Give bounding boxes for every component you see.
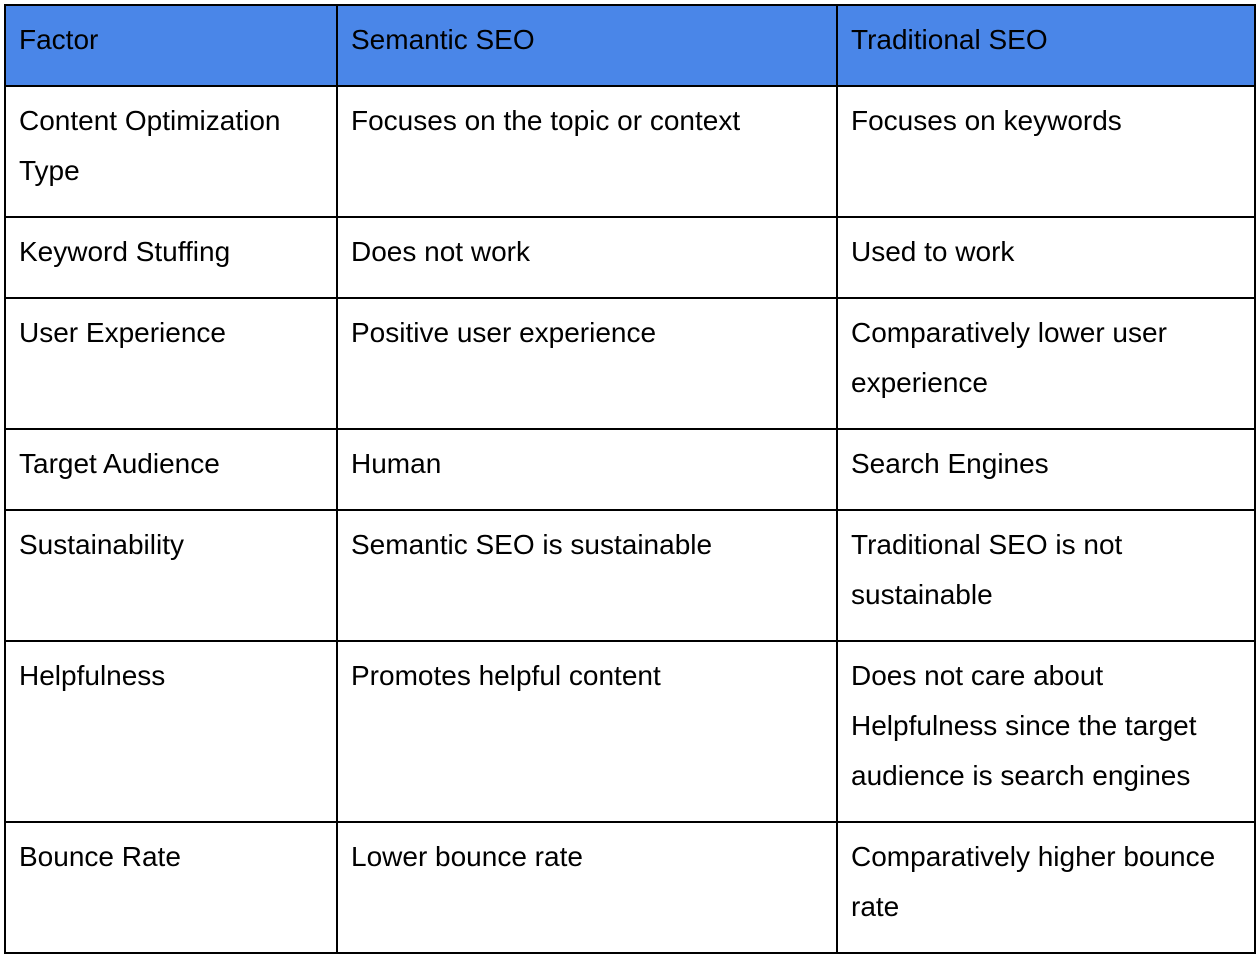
cell-semantic: Does not work <box>337 217 837 298</box>
cell-traditional: Used to work <box>837 217 1255 298</box>
cell-traditional: Comparatively lower user experience <box>837 298 1255 429</box>
header-factor: Factor <box>5 5 337 86</box>
cell-traditional: Search Engines <box>837 429 1255 510</box>
cell-semantic: Positive user experience <box>337 298 837 429</box>
cell-factor: Keyword Stuffing <box>5 217 337 298</box>
cell-traditional: Does not care about Helpfulness since the target audience is search engines <box>837 641 1255 822</box>
cell-factor: Content Optimization Type <box>5 86 337 217</box>
cell-factor: User Experience <box>5 298 337 429</box>
table-row <box>5 86 1255 217</box>
table-row <box>5 298 1255 429</box>
cell-traditional: Focuses on keywords <box>837 86 1255 217</box>
table-header <box>5 5 1255 86</box>
seo-comparison-table <box>4 4 1256 954</box>
header-semantic-seo: Semantic SEO <box>337 5 837 86</box>
table-row <box>5 822 1255 953</box>
cell-semantic: Human <box>337 429 837 510</box>
cell-semantic: Focuses on the topic or context <box>337 86 837 217</box>
table-body <box>5 86 1255 953</box>
cell-semantic: Promotes helpful content <box>337 641 837 822</box>
cell-semantic: Semantic SEO is sustainable <box>337 510 837 641</box>
table-row <box>5 217 1255 298</box>
cell-factor: Sustainability <box>5 510 337 641</box>
cell-factor: Helpfulness <box>5 641 337 822</box>
table-row <box>5 641 1255 822</box>
cell-traditional: Comparatively higher bounce rate <box>837 822 1255 953</box>
table-row <box>5 429 1255 510</box>
header-traditional-seo: Traditional SEO <box>837 5 1255 86</box>
cell-factor: Bounce Rate <box>5 822 337 953</box>
cell-factor: Target Audience <box>5 429 337 510</box>
cell-semantic: Lower bounce rate <box>337 822 837 953</box>
table-row <box>5 510 1255 641</box>
header-row <box>5 5 1255 86</box>
cell-traditional: Traditional SEO is not sustainable <box>837 510 1255 641</box>
